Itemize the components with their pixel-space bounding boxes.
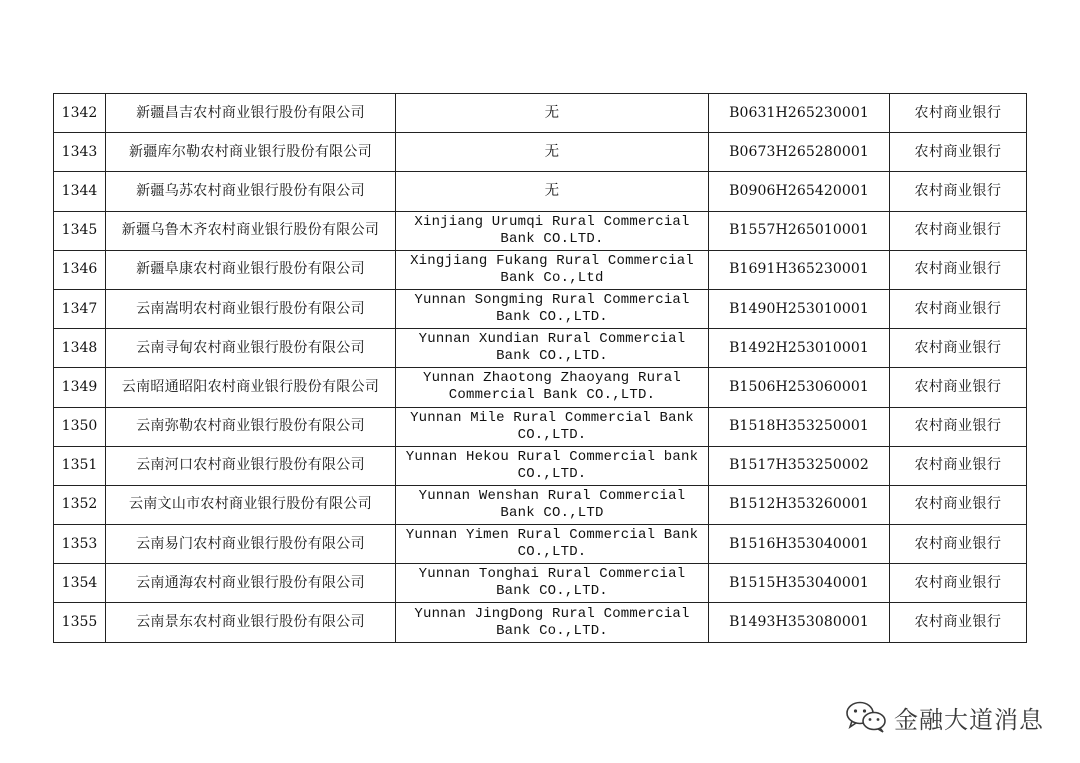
institution-name-en: Yunnan Hekou Rural Commercial bank CO.,LTD. bbox=[396, 446, 709, 485]
license-code: B1518H353250001 bbox=[709, 407, 890, 446]
license-code: B0631H265230001 bbox=[709, 94, 890, 133]
row-number: 1351 bbox=[54, 446, 106, 485]
institution-name-cn: 云南河口农村商业银行股份有限公司 bbox=[106, 446, 396, 485]
table-row bbox=[54, 94, 1027, 133]
license-code: B1492H253010001 bbox=[709, 329, 890, 368]
institution-type: 农村商业银行 bbox=[890, 94, 1027, 133]
institution-type: 农村商业银行 bbox=[890, 250, 1027, 289]
license-code: B1517H353250002 bbox=[709, 446, 890, 485]
institution-name-en: Yunnan Zhaotong Zhaoyang Rural Commercial Bank CO.,LTD. bbox=[396, 368, 709, 407]
institution-name-en: 无 bbox=[396, 172, 709, 211]
institution-type: 农村商业银行 bbox=[890, 446, 1027, 485]
wechat-icon bbox=[844, 700, 888, 734]
institution-type: 农村商业银行 bbox=[890, 289, 1027, 328]
table-row bbox=[54, 133, 1027, 172]
license-code: B1515H353040001 bbox=[709, 564, 890, 603]
license-code: B1557H265010001 bbox=[709, 211, 890, 250]
table-row bbox=[54, 250, 1027, 289]
institution-type: 农村商业银行 bbox=[890, 329, 1027, 368]
row-number: 1350 bbox=[54, 407, 106, 446]
license-code: B1691H365230001 bbox=[709, 250, 890, 289]
institution-type: 农村商业银行 bbox=[890, 211, 1027, 250]
license-code: B1493H353080001 bbox=[709, 603, 890, 642]
institution-type: 农村商业银行 bbox=[890, 368, 1027, 407]
institution-name-cn: 云南易门农村商业银行股份有限公司 bbox=[106, 525, 396, 564]
table-row bbox=[54, 603, 1027, 642]
institution-name-cn: 云南寻甸农村商业银行股份有限公司 bbox=[106, 329, 396, 368]
institution-type: 农村商业银行 bbox=[890, 564, 1027, 603]
institution-name-cn: 云南嵩明农村商业银行股份有限公司 bbox=[106, 289, 396, 328]
institution-type: 农村商业银行 bbox=[890, 133, 1027, 172]
row-number: 1347 bbox=[54, 289, 106, 328]
institution-name-en: 无 bbox=[396, 94, 709, 133]
institution-type: 农村商业银行 bbox=[890, 172, 1027, 211]
table-row bbox=[54, 485, 1027, 524]
institution-type: 农村商业银行 bbox=[890, 485, 1027, 524]
row-number: 1344 bbox=[54, 172, 106, 211]
institution-name-en: Yunnan Yimen Rural Commercial Bank CO.,LTD. bbox=[396, 525, 709, 564]
table-row bbox=[54, 407, 1027, 446]
institution-name-en: Yunnan JingDong Rural Commercial Bank Co.,LTD. bbox=[396, 603, 709, 642]
watermark-text: 金融大道消息 bbox=[894, 705, 1044, 734]
institution-name-en: Yunnan Songming Rural Commercial Bank CO.,LTD. bbox=[396, 289, 709, 328]
institution-name-en: Xinjiang Urumqi Rural Commercial Bank CO.LTD. bbox=[396, 211, 709, 250]
table-row bbox=[54, 525, 1027, 564]
institution-name-en: Yunnan Wenshan Rural Commercial Bank CO.,LTD bbox=[396, 485, 709, 524]
license-code: B0906H265420001 bbox=[709, 172, 890, 211]
table-row bbox=[54, 289, 1027, 328]
table-row bbox=[54, 446, 1027, 485]
table-row bbox=[54, 172, 1027, 211]
institution-type: 农村商业银行 bbox=[890, 407, 1027, 446]
row-number: 1354 bbox=[54, 564, 106, 603]
table-row bbox=[54, 211, 1027, 250]
row-number: 1349 bbox=[54, 368, 106, 407]
institution-name-cn: 云南弥勒农村商业银行股份有限公司 bbox=[106, 407, 396, 446]
row-number: 1345 bbox=[54, 211, 106, 250]
row-number: 1352 bbox=[54, 485, 106, 524]
institution-name-cn: 云南景东农村商业银行股份有限公司 bbox=[106, 603, 396, 642]
table-body bbox=[54, 94, 1027, 643]
table-row bbox=[54, 564, 1027, 603]
license-code: B0673H265280001 bbox=[709, 133, 890, 172]
institution-name-en: 无 bbox=[396, 133, 709, 172]
institution-name-cn: 新疆乌苏农村商业银行股份有限公司 bbox=[106, 172, 396, 211]
watermark bbox=[844, 697, 1044, 737]
row-number: 1353 bbox=[54, 525, 106, 564]
institution-name-en: Yunnan Tonghai Rural Commercial Bank CO.,LTD. bbox=[396, 564, 709, 603]
institution-name-en: Xingjiang Fukang Rural Commercial Bank Co.,Ltd bbox=[396, 250, 709, 289]
license-code: B1516H353040001 bbox=[709, 525, 890, 564]
row-number: 1348 bbox=[54, 329, 106, 368]
license-code: B1490H253010001 bbox=[709, 289, 890, 328]
institution-type: 农村商业银行 bbox=[890, 525, 1027, 564]
institution-name-cn: 新疆阜康农村商业银行股份有限公司 bbox=[106, 250, 396, 289]
institution-name-cn: 新疆乌鲁木齐农村商业银行股份有限公司 bbox=[106, 211, 396, 250]
institution-name-cn: 云南昭通昭阳农村商业银行股份有限公司 bbox=[106, 368, 396, 407]
institution-name-cn: 云南文山市农村商业银行股份有限公司 bbox=[106, 485, 396, 524]
institution-name-en: Yunnan Mile Rural Commercial Bank CO.,LTD. bbox=[396, 407, 709, 446]
row-number: 1355 bbox=[54, 603, 106, 642]
row-number: 1342 bbox=[54, 94, 106, 133]
institution-name-cn: 新疆昌吉农村商业银行股份有限公司 bbox=[106, 94, 396, 133]
institution-type: 农村商业银行 bbox=[890, 603, 1027, 642]
row-number: 1343 bbox=[54, 133, 106, 172]
table-row bbox=[54, 329, 1027, 368]
bank-registry-table bbox=[53, 93, 1027, 643]
license-code: B1512H353260001 bbox=[709, 485, 890, 524]
row-number: 1346 bbox=[54, 250, 106, 289]
license-code: B1506H253060001 bbox=[709, 368, 890, 407]
table-row bbox=[54, 368, 1027, 407]
institution-name-en: Yunnan Xundian Rural Commercial Bank CO.,LTD. bbox=[396, 329, 709, 368]
institution-name-cn: 云南通海农村商业银行股份有限公司 bbox=[106, 564, 396, 603]
institution-name-cn: 新疆库尔勒农村商业银行股份有限公司 bbox=[106, 133, 396, 172]
